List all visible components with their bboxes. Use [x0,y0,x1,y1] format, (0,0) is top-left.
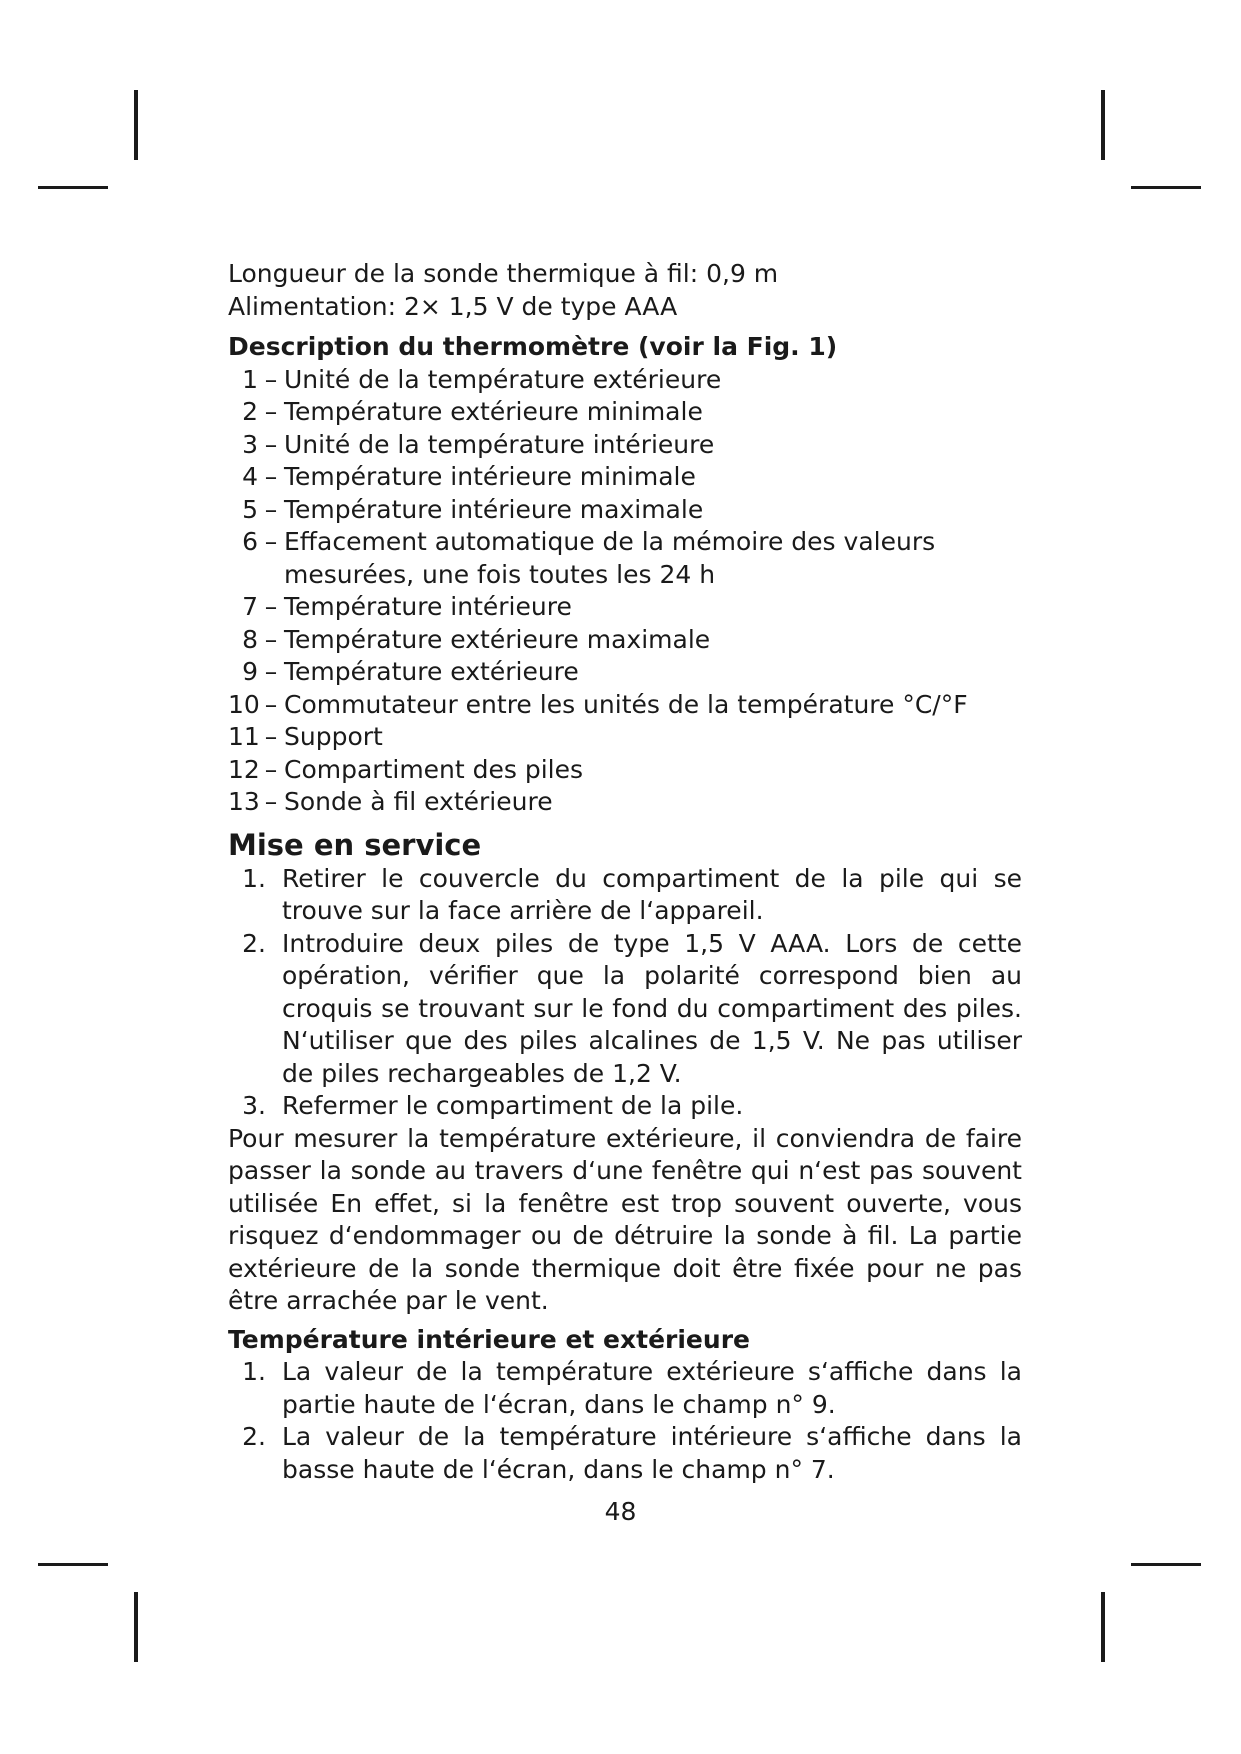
probe-installation-paragraph: Pour mesurer la température extérieure, il conviendra de faire passer la sonde au travers d‘une fenêtre qui n‘est pas souvent utilisée En effet, si la fenêtre est trop souvent ouverte, vous risquez d‘endommager ou de détruire la sonde à fil. La partie extérieure de la sonde thermique doit être fixée pour ne pas être arrachée par le vent. [228,1123,1022,1315]
list-item: 11 – Support [228,721,1022,754]
item-number: 9 [242,657,258,686]
item-number: 13 [228,787,260,816]
step-number: 1. [242,863,266,893]
list-item: 10 – Commutateur entre les unités de la température °C/°F [228,689,1022,722]
item-number: 4 [242,462,258,491]
item-number: 10 [228,689,260,719]
item-number: 8 [242,624,258,654]
list-item: 5 – Température intérieure maximale [228,494,1022,527]
crop-mark-top-right-vertical [1101,90,1105,160]
step-text: La valeur de la température intérieure s‘affiche dans la basse haute de l‘écran, dans le champ n° 7. [282,1422,1022,1484]
item-text: Température extérieure maximale [284,624,711,654]
description-heading: Description du thermomètre (voir la Fig. 1) [228,332,838,361]
item-number: 2 [242,397,258,426]
item-number: 3 [242,429,258,459]
list-item: 9 – Température extérieure [228,656,1022,689]
step-number: 2. [242,1422,266,1451]
page-number: 48 [604,1497,637,1526]
list-item: 13 – Sonde à fil extérieure [228,786,1022,819]
crop-mark-bottom-right-horizontal [1131,1563,1201,1566]
page-content [228,258,1022,1486]
item-number: 1 [242,364,258,394]
list-item: 3 – Unité de la température intérieure [228,429,1022,462]
item-number: 7 [242,592,258,621]
step-text: Retirer le couvercle du compartiment de la pile qui se trouve sur la face arrière de l‘appareil. [282,863,1022,925]
list-item [228,1090,1022,1123]
crop-mark-top-left-horizontal [38,186,108,189]
list-item: 6 – Effacement automatique de la mémoire des valeurs mesurées, une fois toutes les 24 h [228,526,1022,591]
list-item: 7 – Température intérieure [228,591,1022,624]
item-text: Température intérieure [284,592,572,621]
item-text: Commutateur entre les unités de la température °C/°F [284,689,968,719]
crop-mark-top-left-vertical [134,90,138,160]
crop-mark-top-right-horizontal [1131,186,1201,189]
crop-mark-bottom-left-horizontal [38,1563,108,1566]
list-item [228,1421,1022,1486]
spec-power-supply: Alimentation: 2× 1,5 V de type AAA [228,291,678,321]
step-text: La valeur de la température extérieure s‘affiche dans la partie haute de l‘écran, dans le champ n° 9. [282,1357,1022,1419]
item-text: Température extérieure minimale [284,397,703,426]
item-number: 12 [228,754,260,784]
description-list [228,364,1022,819]
list-item: 4 – Température intérieure minimale [228,461,1022,494]
item-text: Sonde à fil extérieure [284,787,553,816]
temperature-heading: Température intérieure et extérieure [228,1324,750,1354]
step-number: 1. [242,1357,266,1386]
list-item: 8 – Température extérieure maximale [228,624,1022,657]
item-text: Compartiment des piles [284,754,584,784]
mise-en-service-heading: Mise en service [228,827,482,862]
list-item: 12 – Compartiment des piles [228,754,1022,787]
step-number: 2. [242,928,266,958]
item-text: Température extérieure [284,657,579,686]
temperature-steps [228,1356,1022,1486]
mise-en-service-steps [228,863,1022,1123]
crop-mark-bottom-left-vertical [134,1592,138,1662]
item-number: 5 [242,494,258,524]
item-text: Support [284,722,383,751]
list-item [228,863,1022,928]
step-number: 3. [242,1091,266,1120]
list-item [228,928,1022,1091]
list-item [228,1356,1022,1421]
item-text: Effacement automatique de la mémoire des valeurs mesurées, une fois toutes les 24 h [284,527,936,589]
step-text: Introduire deux piles de type 1,5 V AAA. Lors de cette opération, vérifier que la polarité correspond bien au croquis se trouvant sur le fond du compartiment des piles. N‘utiliser que des piles alcalines de 1,5 V. Ne pas utiliser de piles rechargeables de 1,2 V. [282,928,1022,1088]
spec-probe-length: Longueur de la sonde thermique à fil: 0,9 m [228,259,779,288]
item-text: Température intérieure minimale [284,462,696,491]
item-text: Unité de la température intérieure [284,429,715,459]
step-text: Refermer le compartiment de la pile. [282,1091,744,1120]
item-number: 11 [228,722,260,751]
list-item: 1 – Unité de la température extérieure [228,364,1022,397]
list-item: 2 – Température extérieure minimale [228,396,1022,429]
crop-mark-bottom-right-vertical [1101,1592,1105,1662]
item-text: Température intérieure maximale [284,494,704,524]
item-text: Unité de la température extérieure [284,364,722,394]
item-number: 6 [242,527,258,556]
